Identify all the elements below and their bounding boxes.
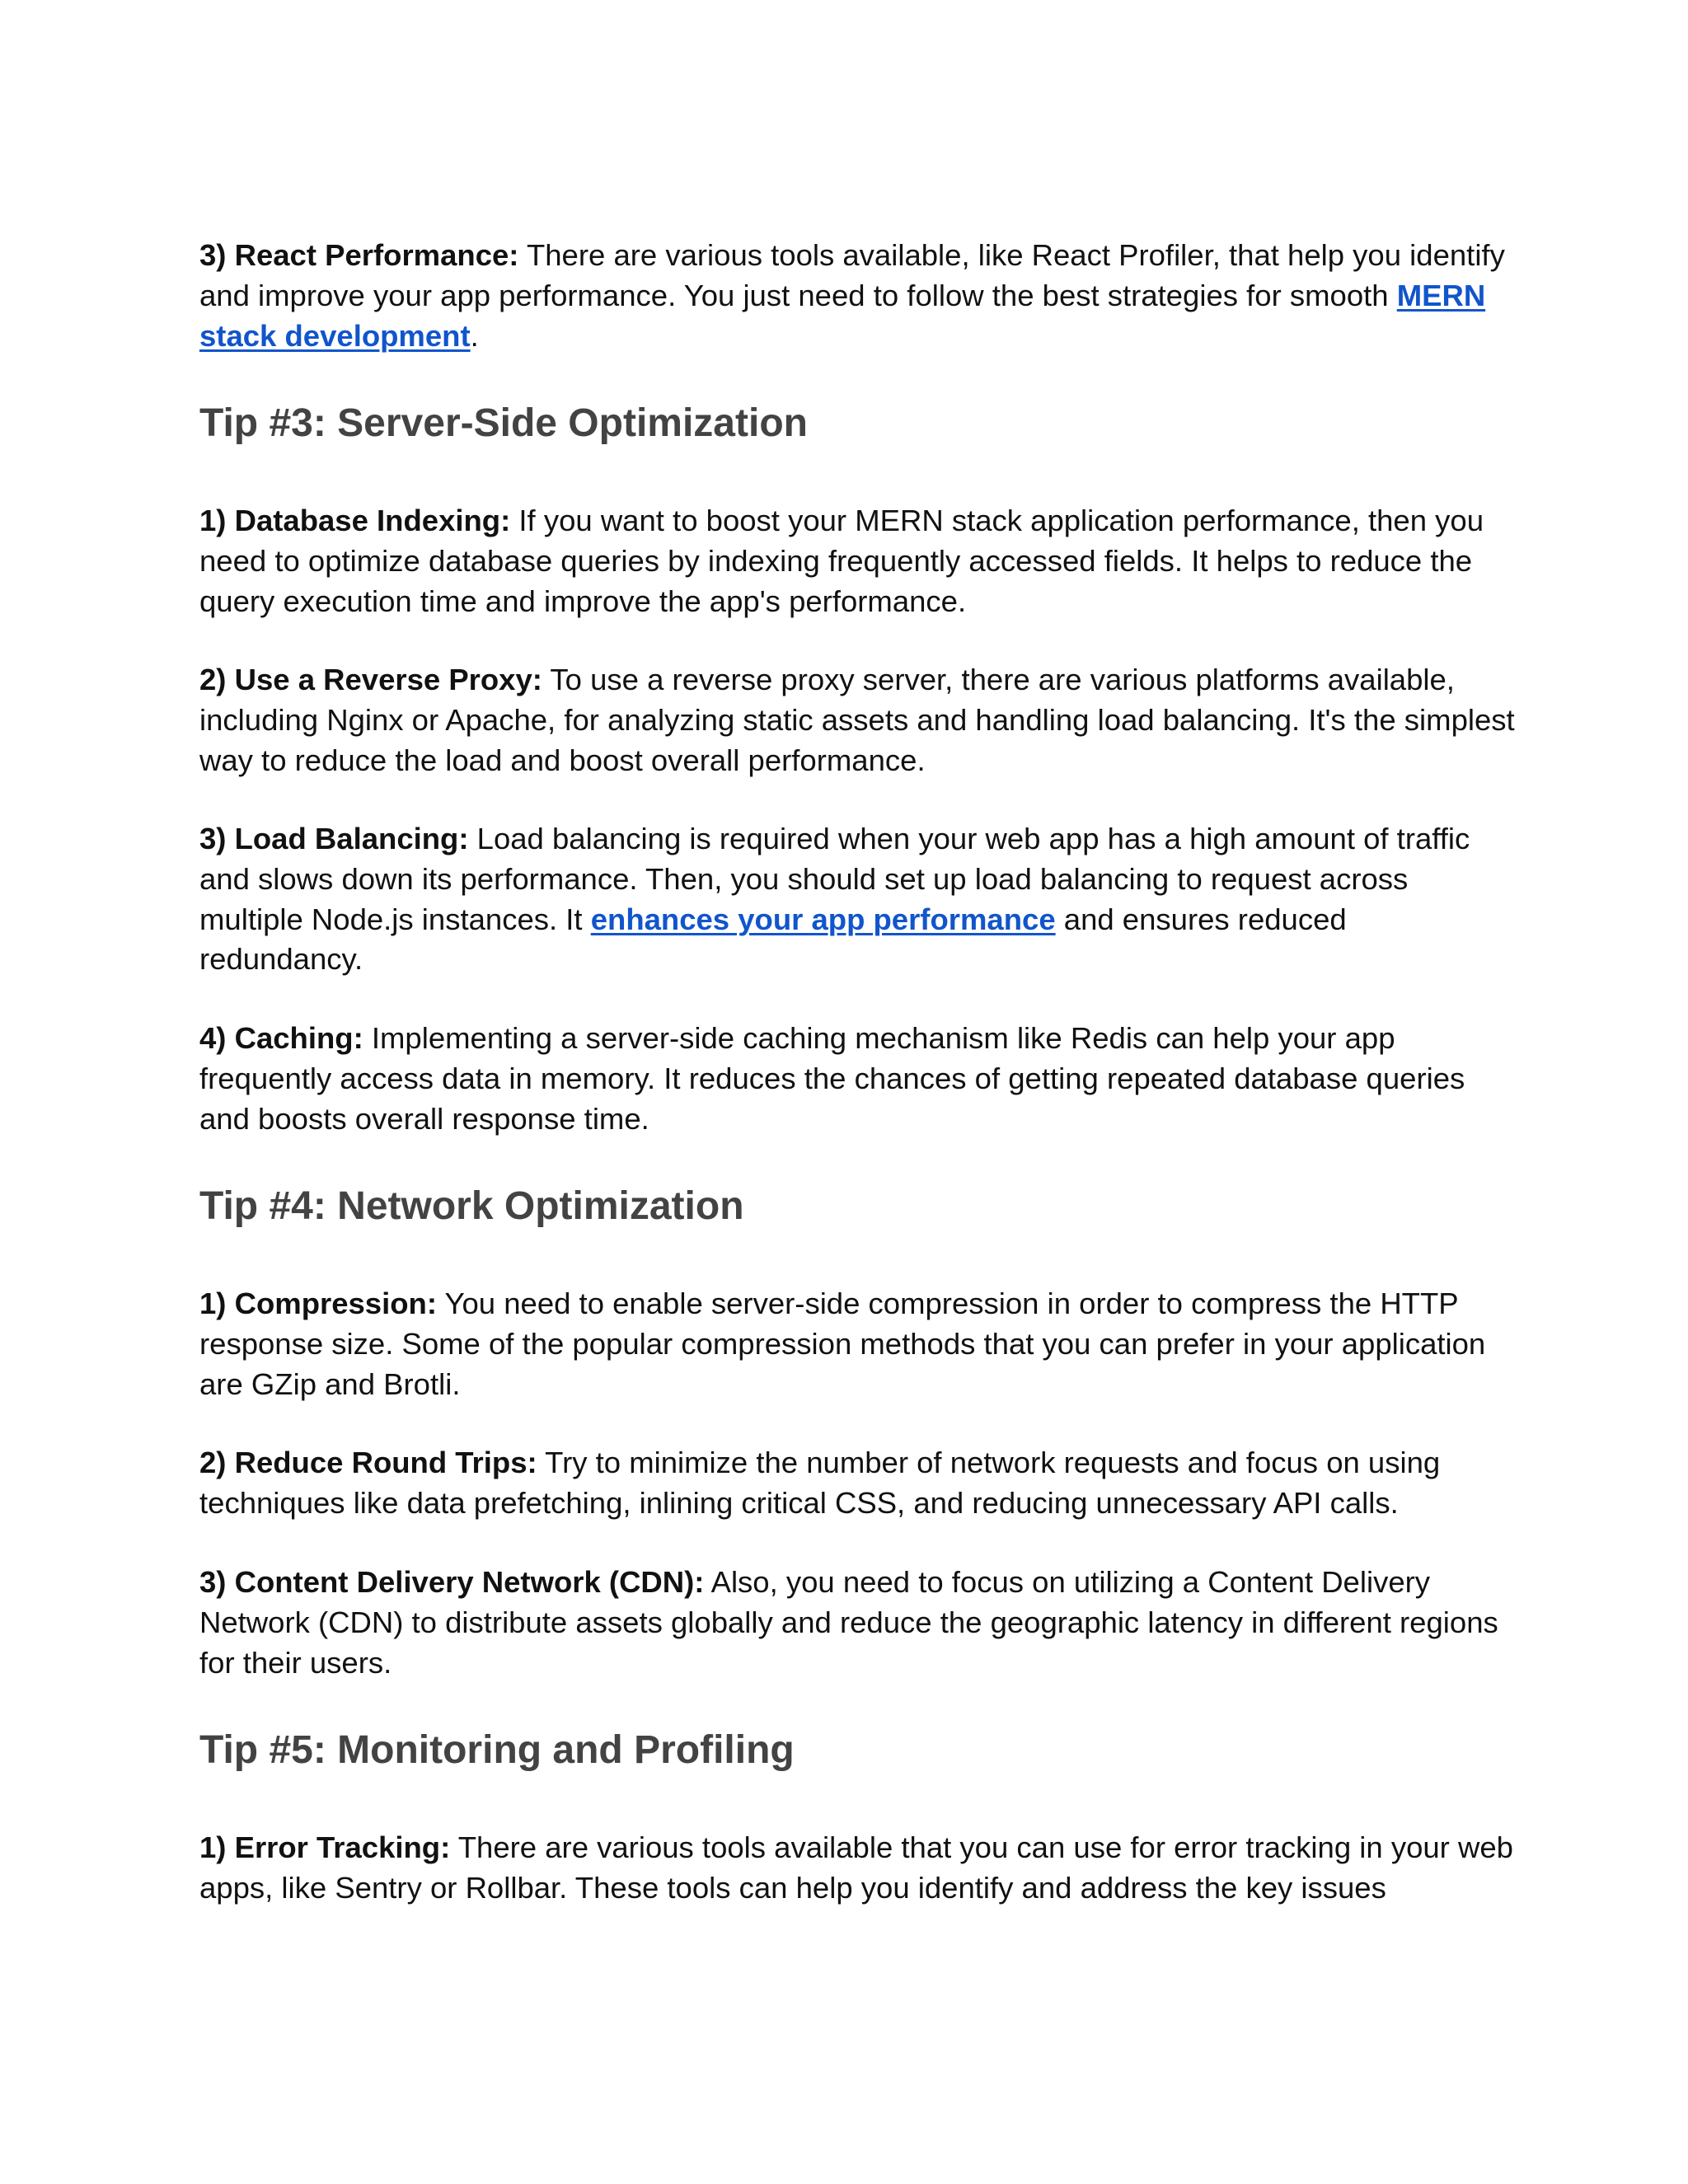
paragraph-label: 1) Compression: — [199, 1286, 437, 1320]
paragraph-label: 3) Load Balancing: — [199, 822, 469, 855]
paragraph-text: Also, you need to focus on utilizing a Content Delivery Network (CDN) to distribute assets globally and reduce the geographic latency in different regions for their users. — [199, 1565, 1498, 1680]
paragraph-label: 3) React Performance: — [199, 238, 519, 272]
paragraph-cdn — [199, 1563, 1518, 1683]
paragraph-text: Implementing a server-side caching mechanism like Redis can help your app frequently access data in memory. It reduces the chances of getting repeated database queries and boosts overall response time. — [199, 1021, 1465, 1136]
paragraph-text: Load balancing is required when your web app has a high amount of traffic and slows down its performance. Then, you should set up load balancing to request across multiple Node.js instances. It — [199, 822, 1470, 936]
paragraph-reverse-proxy — [199, 660, 1518, 780]
paragraph-react-performance — [199, 236, 1518, 356]
paragraph-caching — [199, 1019, 1518, 1139]
paragraph-text: You need to enable server-side compression in order to compress the HTTP response size. Some of the popular compression methods that you can prefer in your application are GZip and Brotli. — [199, 1286, 1486, 1401]
paragraph-label: 4) Caching: — [199, 1021, 363, 1055]
paragraph-label: 3) Content Delivery Network (CDN): — [199, 1565, 705, 1599]
heading-tip-5: Tip #5: Monitoring and Profiling — [199, 1728, 795, 1772]
heading-tip-4: Tip #4: Network Optimization — [199, 1184, 744, 1228]
paragraph-error-tracking — [199, 1828, 1518, 1909]
paragraph-tail: and ensures reduced redundancy. — [199, 902, 1347, 977]
paragraph-text: There are various tools available, like React Profiler, that help you identify and improve your app performance. You just need to follow the best strategies for smooth — [199, 238, 1505, 312]
paragraph-label: 2) Reduce Round Trips: — [199, 1446, 537, 1479]
paragraph-label: 2) Use a Reverse Proxy: — [199, 663, 542, 696]
paragraph-text: To use a reverse proxy server, there are various platforms available, including Nginx or Apache, for analyzing static assets and handling load balancing. It's the simplest way to reduce the load and boost overall performance. — [199, 663, 1515, 777]
paragraph-load-balancing — [199, 819, 1518, 980]
paragraph-compression — [199, 1284, 1518, 1404]
paragraph-tail: . — [470, 318, 479, 353]
paragraph-database-indexing — [199, 501, 1518, 621]
paragraph-text: If you want to boost your MERN stack application performance, then you need to optimize database queries by indexing frequently accessed fields. It helps to reduce the query execution time and improve the app's performance. — [199, 504, 1484, 618]
heading-tip-3: Tip #3: Server-Side Optimization — [199, 401, 808, 445]
enhances-app-performance-link[interactable]: enhances your app performance — [590, 902, 1056, 936]
paragraph-label: 1) Database Indexing: — [199, 504, 511, 537]
paragraph-text: Try to minimize the number of network requests and focus on using techniques like data prefetching, inlining critical CSS, and reducing unnecessary API calls. — [199, 1446, 1441, 1520]
paragraph-round-trips — [199, 1443, 1518, 1524]
mern-stack-development-link[interactable]: MERN stack development — [199, 278, 1486, 353]
paragraph-text: There are various tools available that you can use for error tracking in your web apps, like Sentry or Rollbar. These tools can help you identify and address the key issues — [199, 1830, 1513, 1905]
paragraph-label: 1) Error Tracking: — [199, 1830, 451, 1864]
